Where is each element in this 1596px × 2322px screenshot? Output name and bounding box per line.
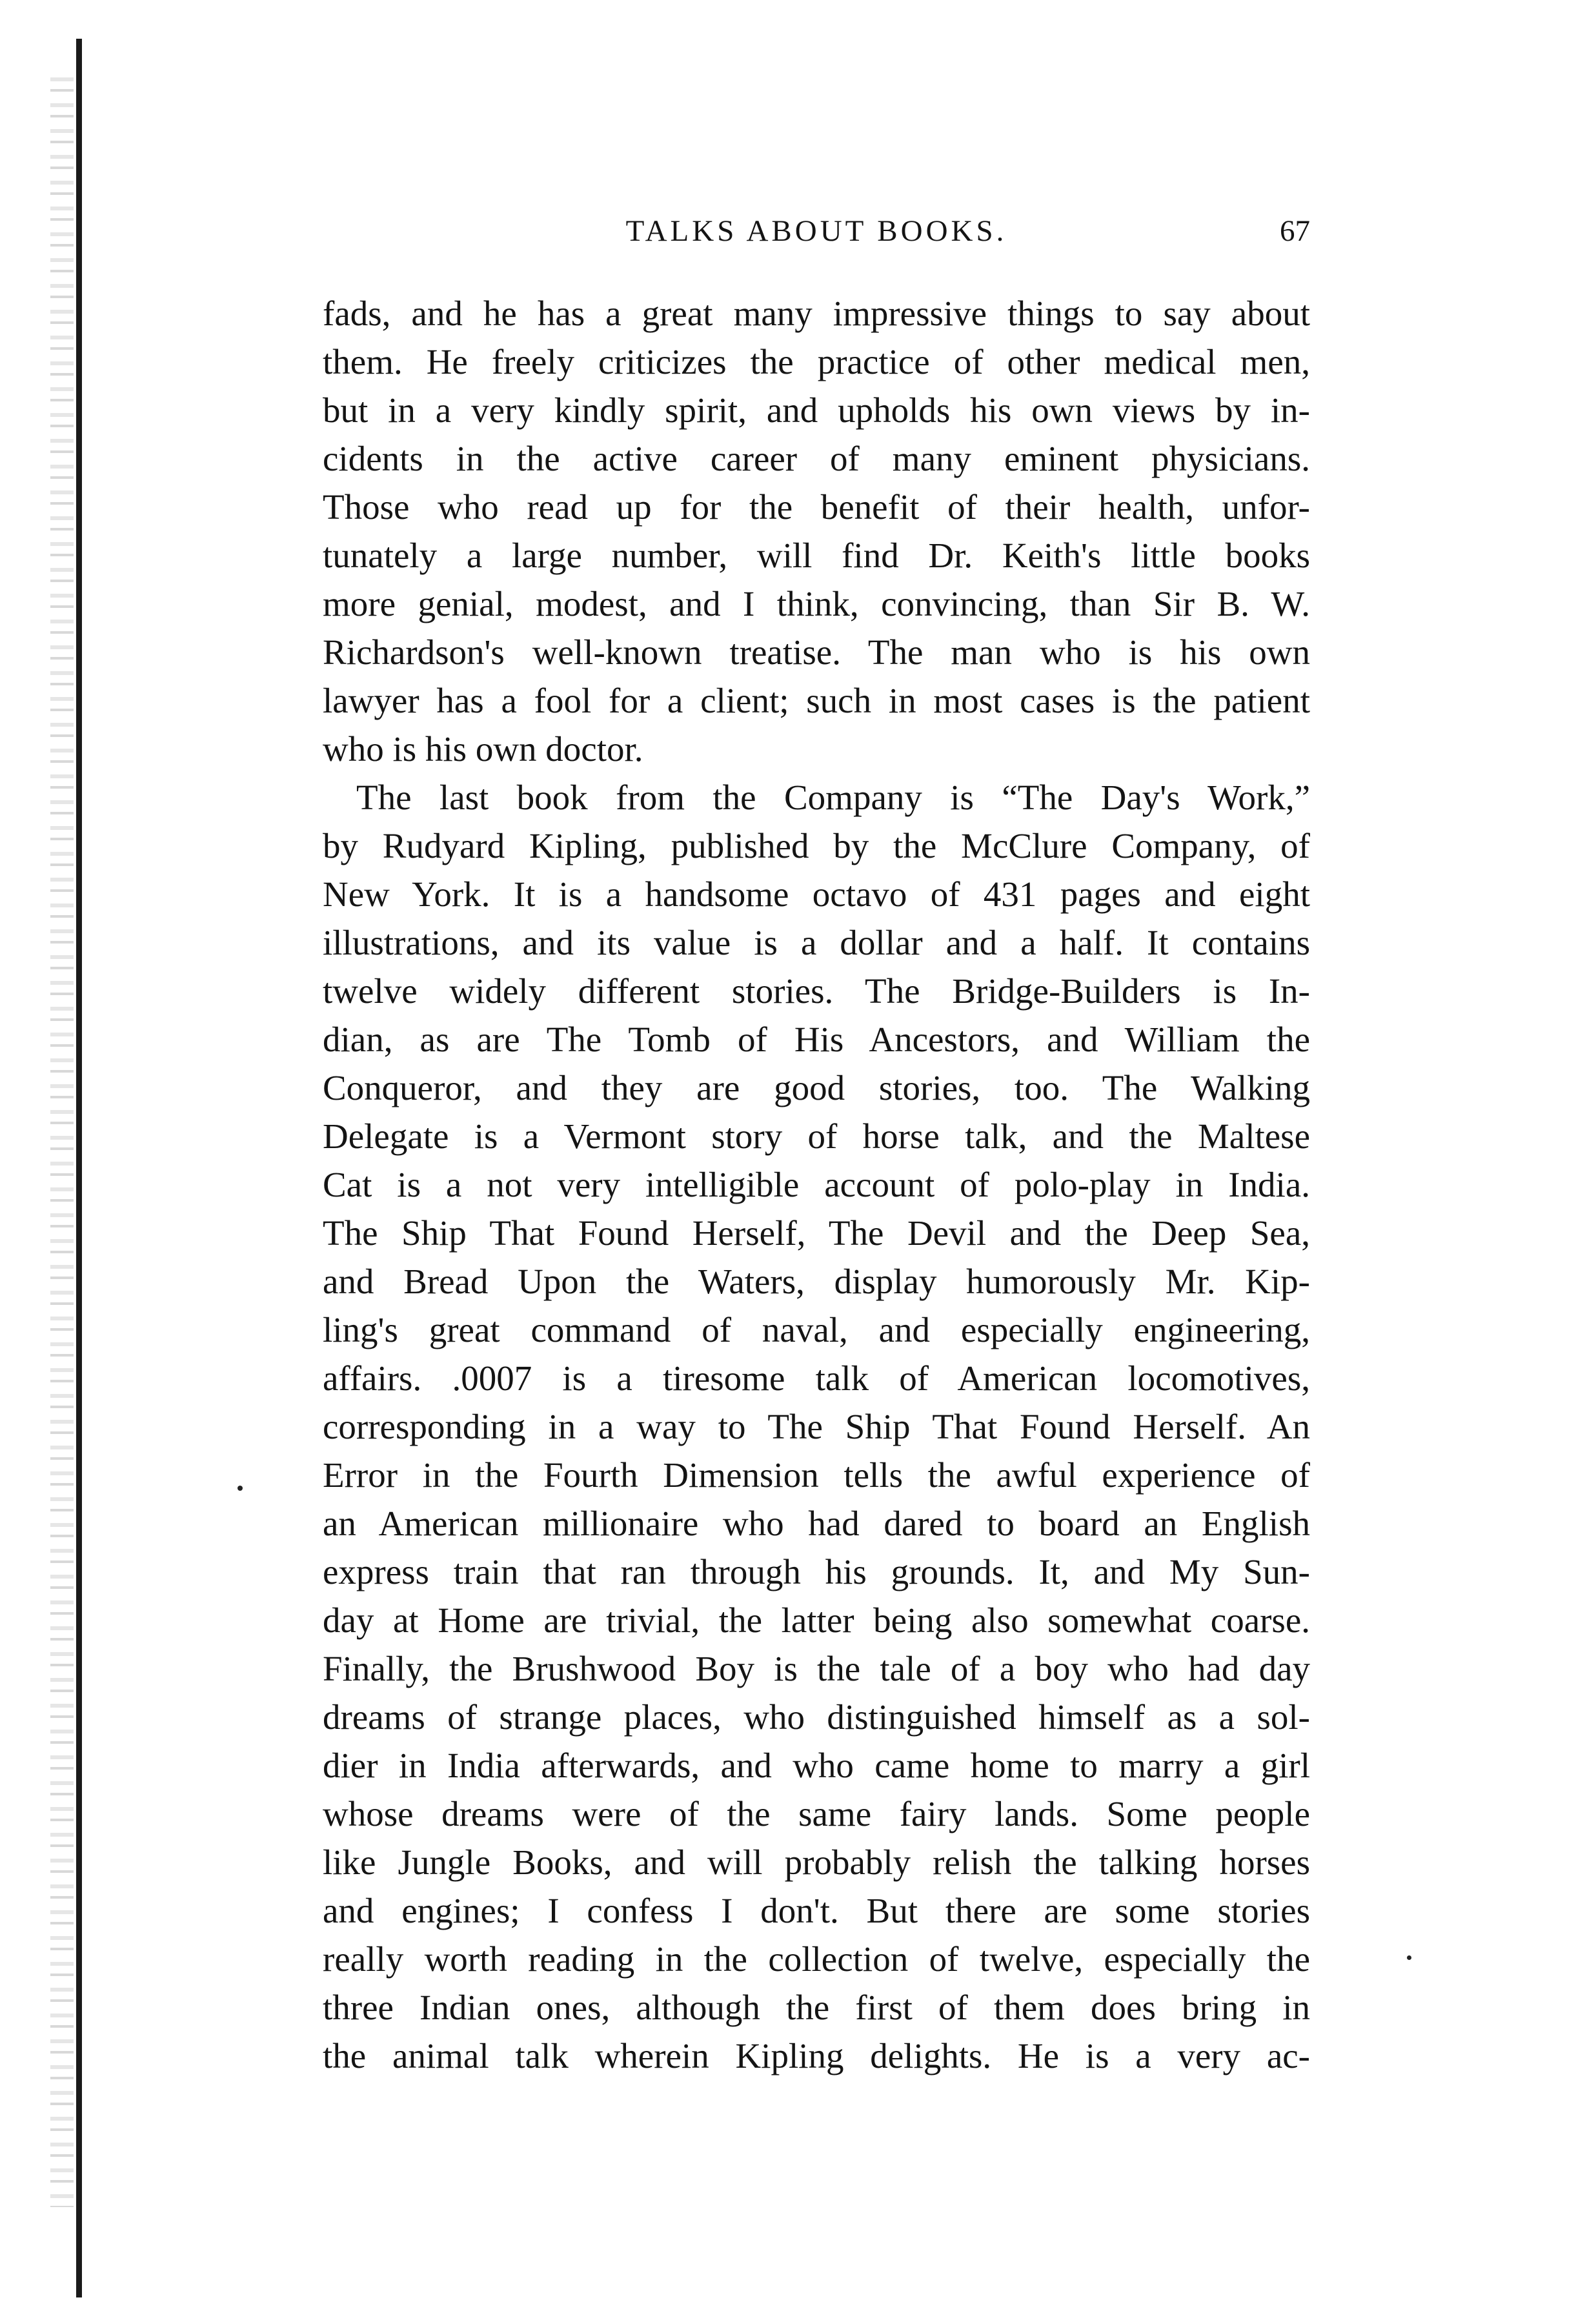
text-line: cidents in the active career of many eminent physicians. <box>323 439 1310 478</box>
text-line: dian, as are The Tomb of His Ancestors, and William the <box>323 1020 1310 1059</box>
text-line: but in a very kindly spirit, and upholds his own views by in- <box>323 390 1310 430</box>
body-text <box>323 289 1310 2080</box>
text-line: ling's great command of naval, and especially engineering, <box>323 1310 1310 1349</box>
text-line: corresponding in a way to The Ship That Found Herself. An <box>323 1407 1310 1446</box>
page-number: 67 <box>1280 214 1310 248</box>
binding-shadow <box>50 77 74 2207</box>
text-line: an American millionaire who had dared to board an English <box>323 1504 1310 1543</box>
binding-line <box>76 39 82 2297</box>
text-line: lawyer has a fool for a client; such in most cases is the patient <box>323 681 1310 720</box>
text-line: who is his own doctor. <box>323 729 643 769</box>
text-line: by Rudyard Kipling, published by the McClure Company, of <box>323 826 1310 865</box>
text-line: Error in the Fourth Dimension tells the awful experience of <box>323 1455 1310 1495</box>
running-title: TALKS ABOUT BOOKS. <box>625 214 1007 248</box>
text-line: Delegate is a Vermont story of horse talk, and the Maltese <box>323 1116 1310 1156</box>
paragraph-first-line: The last book from the Company is “The Day's Work,” <box>356 778 1310 817</box>
text-line: the animal talk wherein Kipling delights. He is a very ac- <box>323 2036 1310 2075</box>
text-line: day at Home are trivial, the latter being also somewhat coarse. <box>323 1600 1310 1640</box>
text-line: Conqueror, and they are good stories, too. The Walking <box>323 1068 1310 1107</box>
running-head <box>323 205 1310 257</box>
text-line: Those who read up for the benefit of their health, unfor- <box>323 487 1310 527</box>
text-line: dier in India afterwards, and who came home to marry a girl <box>323 1746 1310 1785</box>
ink-speck <box>237 1486 243 1491</box>
text-line: Cat is a not very intelligible account of polo-play in India. <box>323 1165 1310 1204</box>
text-line: dreams of strange places, who distinguished himself as a sol- <box>323 1697 1310 1737</box>
text-line: them. He freely criticizes the practice of other medical men, <box>323 342 1310 381</box>
text-line: illustrations, and its value is a dollar and a half. It contains <box>323 923 1310 962</box>
text-line: really worth reading in the collection of twelve, especially the <box>323 1939 1310 1979</box>
text-line: Finally, the Brushwood Boy is the tale of a boy who had day <box>323 1649 1310 1688</box>
text-line: New York. It is a handsome octavo of 431 pages and eight <box>323 874 1310 914</box>
text-line: fads, and he has a great many impressive things to say about <box>323 294 1310 333</box>
ink-speck <box>1407 1955 1411 1960</box>
text-line: affairs. .0007 is a tiresome talk of American locomotives, <box>323 1358 1310 1398</box>
text-line: more genial, modest, and I think, convincing, than Sir B. W. <box>323 584 1310 623</box>
page-binding-edge <box>0 0 97 2322</box>
text-line: Richardson's well-known treatise. The man who is his own <box>323 632 1310 672</box>
text-line: twelve widely different stories. The Bridge-Builders is In- <box>323 971 1310 1011</box>
text-line: express train that ran through his grounds. It, and My Sun- <box>323 1552 1310 1591</box>
text-line: and Bread Upon the Waters, display humorously Mr. Kip- <box>323 1262 1310 1301</box>
text-line: like Jungle Books, and will probably relish the talking horses <box>323 1842 1310 1882</box>
text-line: whose dreams were of the same fairy lands. Some people <box>323 1794 1310 1833</box>
text-line: three Indian ones, although the first of them does bring in <box>323 1988 1310 2027</box>
text-line: and engines; I confess I don't. But there are some stories <box>323 1891 1310 1930</box>
text-line: tunately a large number, will find Dr. Keith's little books <box>323 536 1310 575</box>
text-line: The Ship That Found Herself, The Devil and the Deep Sea, <box>323 1213 1310 1253</box>
